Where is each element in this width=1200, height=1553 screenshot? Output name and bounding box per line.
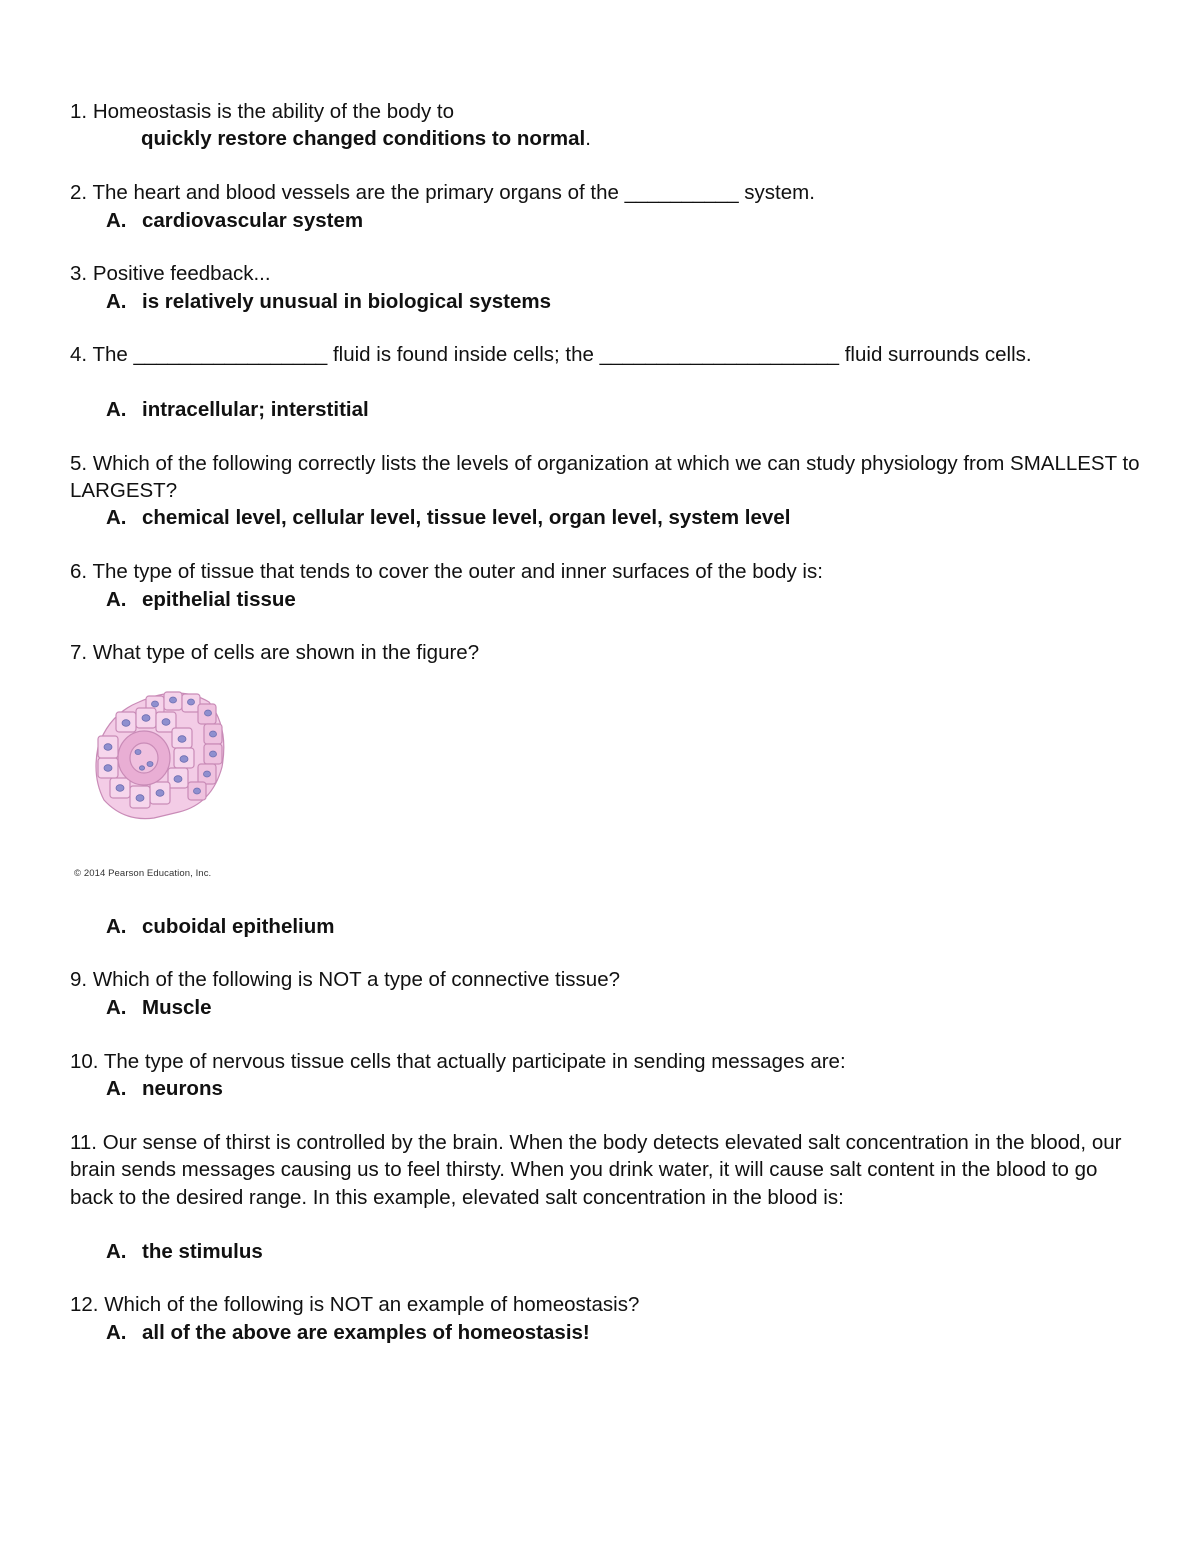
figure-credit: © 2014 Pearson Education, Inc.	[74, 868, 212, 879]
answer-10: A. neurons	[106, 1077, 223, 1100]
question-7: 7. What type of cells are shown in the figure?	[70, 641, 480, 664]
answer-5: A. chemical level, cellular level, tissue level, organ level, system level	[106, 506, 791, 529]
cuboidal-epithelium-figure	[84, 682, 234, 832]
answer-7: A. cuboidal epithelium	[106, 915, 335, 938]
answer-2: A. cardiovascular system	[106, 209, 364, 232]
answer-12: A. all of the above are examples of homeostasis!	[106, 1321, 590, 1344]
question-1: 1. Homeostasis is the ability of the body to	[70, 100, 455, 123]
question-4: 4. The _________________ fluid is found inside cells; the _____________________ fluid surrounds cells.	[70, 343, 1032, 366]
answer-3: A. is relatively unusual in biological systems	[106, 290, 552, 313]
question-11: 11. Our sense of thirst is controlled by the brain. When the body detects elevated salt concentration in the blood, our brain sends messages causing us to feel thirsty. When you drink water, it will cause salt content in the blood to go back to the desired range. In this example, elevated salt concentration in the blood is:	[70, 1131, 1122, 1209]
answer-6: A. epithelial tissue	[106, 588, 296, 611]
cuboidal-epithelium-illustration	[84, 682, 234, 832]
question-3: 3. Positive feedback...	[70, 262, 271, 285]
question-6: 6. The type of tissue that tends to cover the outer and inner surfaces of the body is:	[70, 560, 823, 583]
answer-1: quickly restore changed conditions to normal.	[141, 127, 591, 150]
question-9: 9. Which of the following is NOT a type of connective tissue?	[70, 968, 620, 991]
answer-9: A. Muscle	[106, 996, 212, 1019]
answer-4: A. intracellular; interstitial	[106, 398, 369, 421]
question-5: 5. Which of the following correctly lists the levels of organization at which we can study physiology from SMALLEST to LARGEST?	[70, 452, 1140, 503]
question-10: 10. The type of nervous tissue cells that actually participate in sending messages are:	[70, 1050, 846, 1073]
question-12: 12. Which of the following is NOT an example of homeostasis?	[70, 1293, 640, 1316]
question-2: 2. The heart and blood vessels are the primary organs of the __________ system.	[70, 181, 815, 204]
answer-11: A. the stimulus	[106, 1240, 263, 1263]
